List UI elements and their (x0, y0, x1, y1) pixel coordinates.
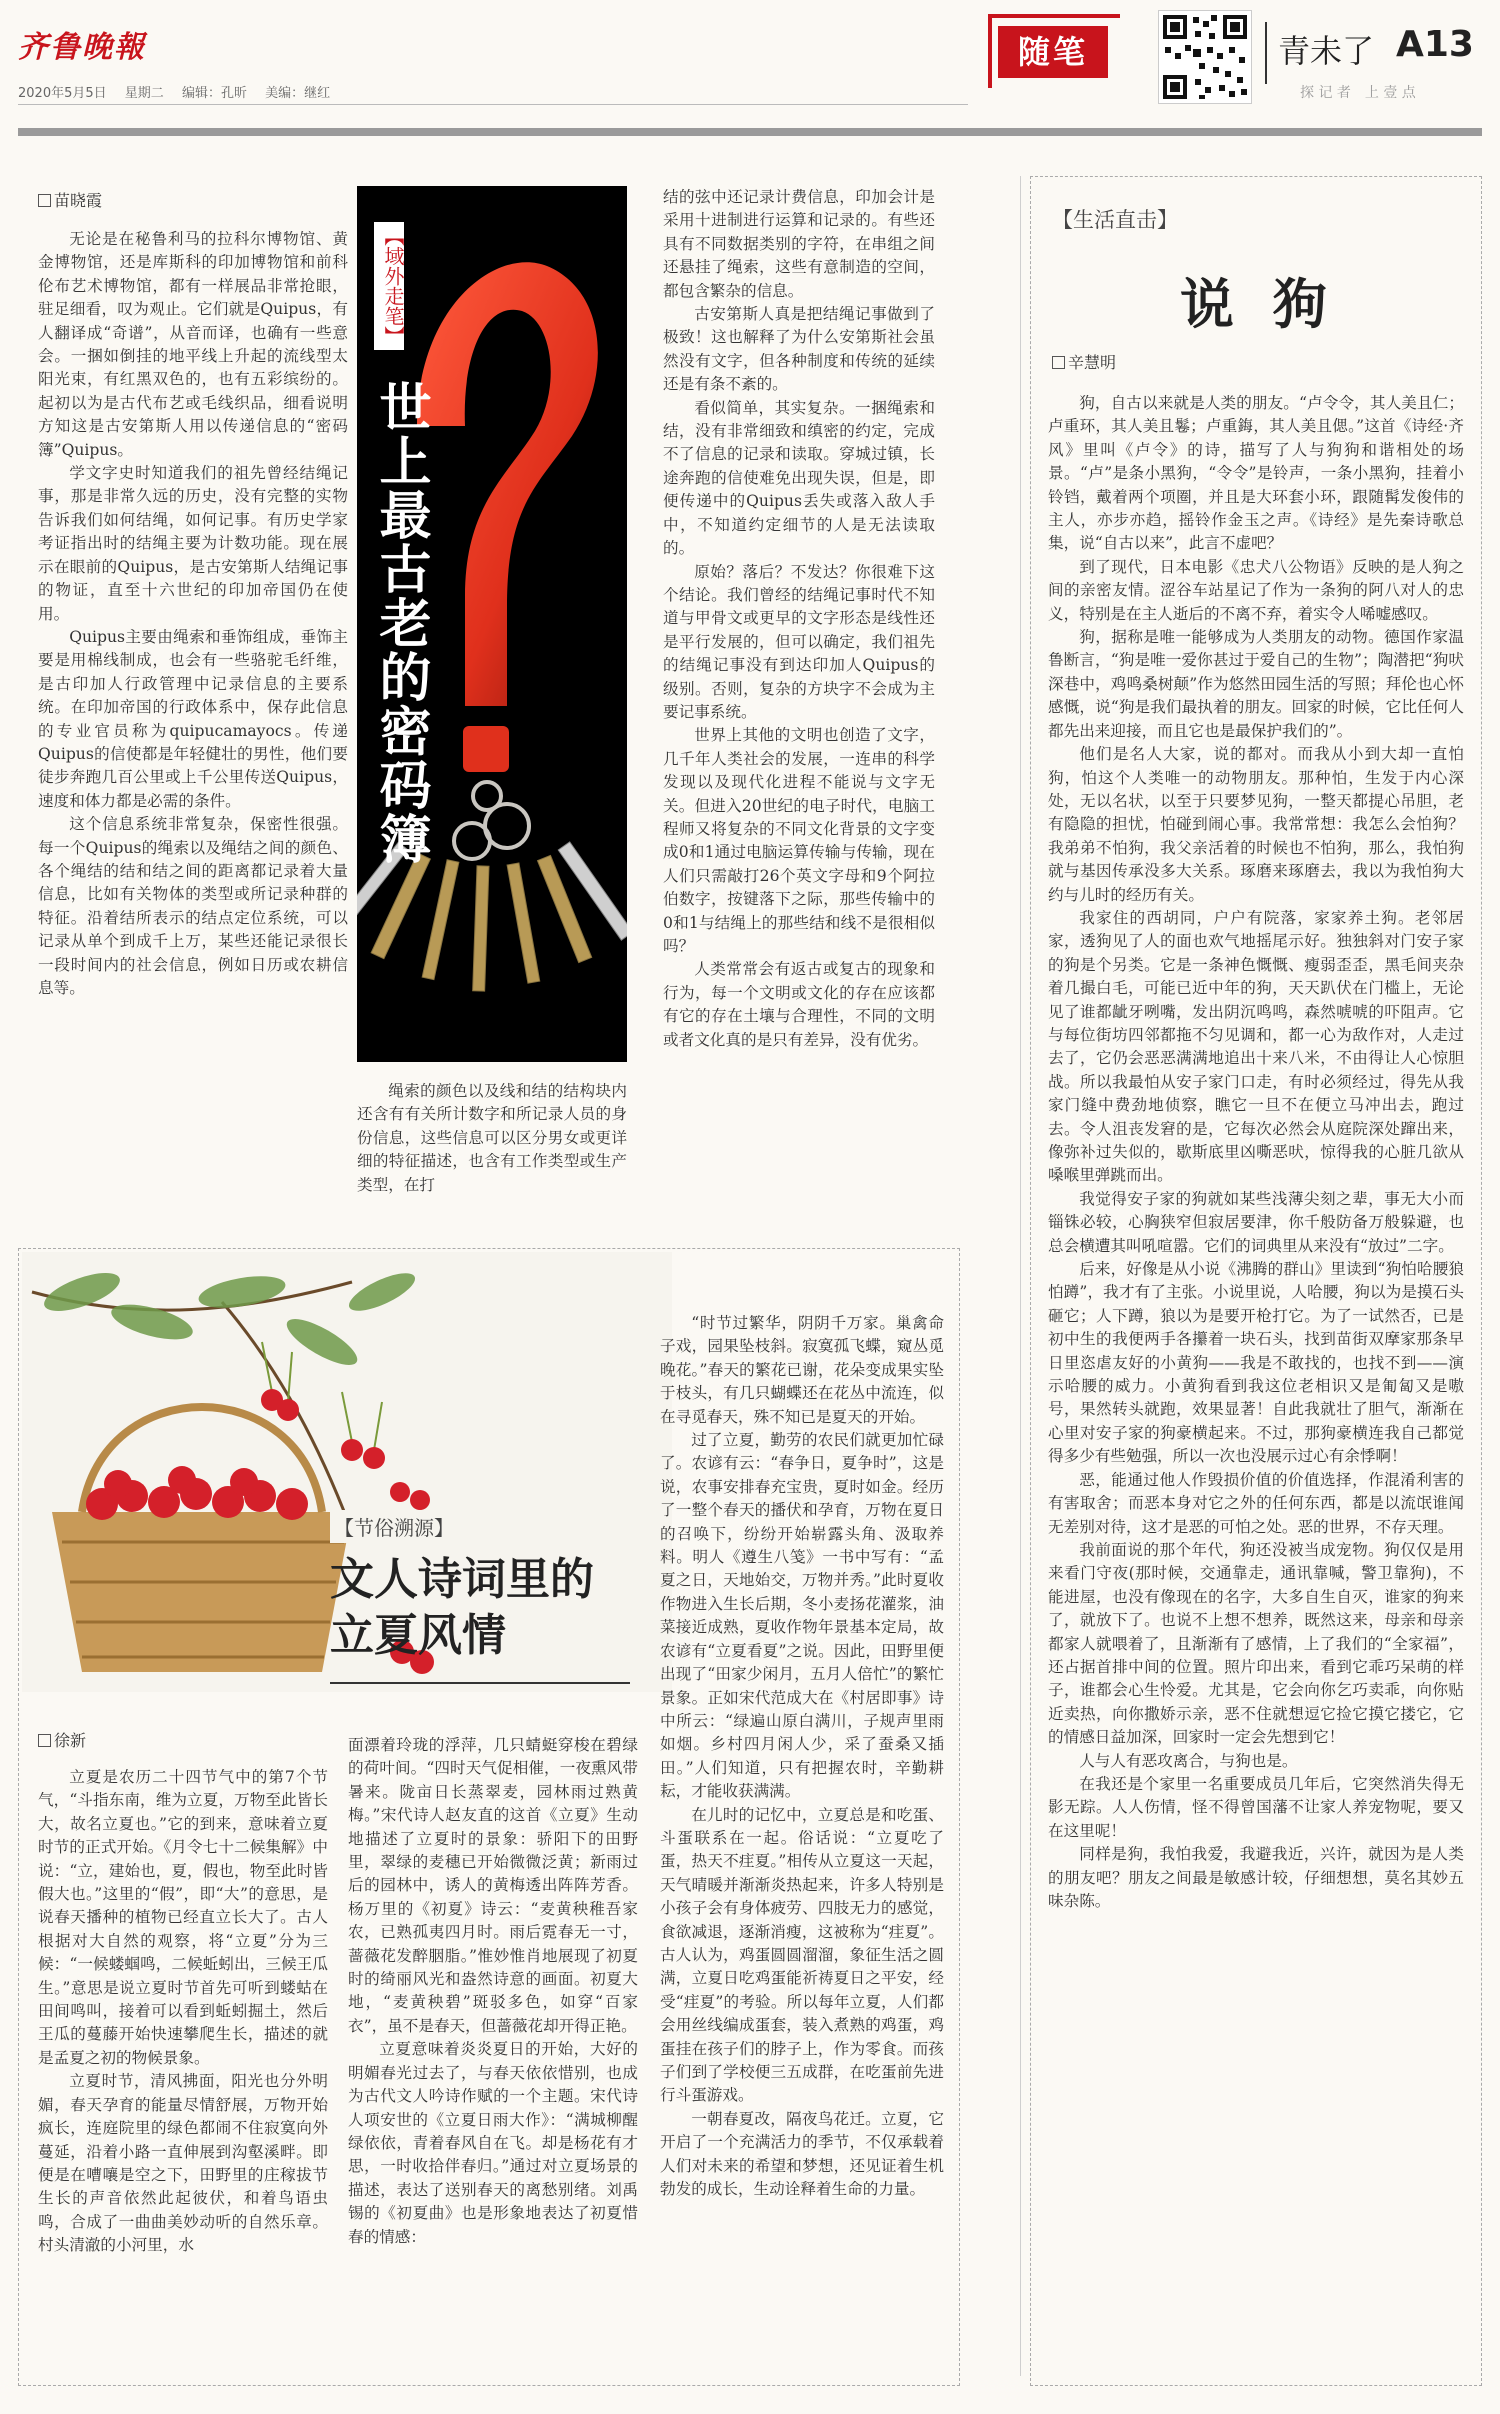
article2-byline (1052, 350, 1116, 373)
qr-code (1158, 10, 1252, 104)
masthead: 齐鲁晚報 (18, 30, 146, 65)
page-number: A13 (1396, 24, 1474, 65)
header-divider (1265, 22, 1267, 84)
article3-author: 徐新 (54, 1731, 87, 1750)
article1-author: 苗晓霞 (54, 191, 103, 210)
paragraph: 我前面说的那个年代，狗还没被当成宠物。狗仅仅是用来看门守夜(那时候，交通靠走，通讯靠喊，警卫靠狗)，不能进屋，也没有像现在的名字，大多自生自灭，谁家的狗来了，就放下了。也说不上想不想养，既然这来，母亲和母亲都家人就喂着了，且渐渐有了感情，上了我们的“全家福”，还占据首排中间的位置。照片印出来，看到它乖巧呆萌的样子，谁都会心生怜爱。尤其是，它会向你乞巧卖乖，向你贴近卖热，向你撒娇示亲，恶不住就想逗它捡它摸它搂它，它的情感日益加深，回家时一定会先想到它！ (1048, 1540, 1464, 1747)
paragraph: 同样是狗，我怕我爱，我避我近，兴许，就因为是人类的朋友吧？朋友之间最是敏感计较，仔细想想，莫名其妙五味杂陈。 (1048, 1845, 1464, 1910)
paragraph: 无论是在秘鲁利马的拉科尔博物馆、黄金博物馆，还是库斯科的印加博物馆和前科伦布艺术博物馆，都有一样展品非常抢眼，驻足细看，叹为观止。它们就是Quipus，有人翻译成“奇谱”，从音而译，也确有一些意会。一捆如倒挂的地平线上升起的流线型太阳光束，有红黑双色的，也有五彩缤纷的。起初以为是古代布艺或毛线织品，细看说明方知这是古安第斯人用以传递信息的“密码簿”Quipus。 (38, 230, 348, 459)
paragraph: Quipus主要由绳索和垂饰组成，垂饰主要是用棉线制成，也会有一些骆驼毛纤维，是古印加人行政管理中记录信息的主要系统。在印加帝国的行政体系中，保存此信息的专业官员称为quipucamayocs。传递Quipus的信使都是年轻健壮的男性，他们要徒步奔跑几百公里或上千公里传送Quipus，速度和体力都是必需的条件。 (38, 627, 348, 810)
paragraph: 后来，好像是从小说《沸腾的群山》里读到“狗怕哈腰狼怕蹲”，我才有了主张。小说里说，人哈腰，狗以为是摸石头砸它；人下蹲，狼以为是要开枪打它。为了一试然否，已是初中生的我便两手各攥着一块石头，找到苗街双摩家那条早日里恣虐友好的小黄狗——我是不敢找的，也找不到——演示哈腰的威力。小黄狗看到我这位老相识又是匍匐又是嗷号，果然转头就跑，效果显著！自此我就壮了胆气，渐渐在心里对安子家的狗豪横起来。不过，那狗豪横连我自己都觉得多少有些勉强，所以一次也没展示过心有余悸啊！ (1048, 1260, 1464, 1466)
paragraph: 他们是名人大家，说的都对。而我从小到大却一直怕狗，怕这个人类唯一的动物朋友。那种怕，生发于内心深处，无以名状，以至于只要梦见狗，一整天都提心吊胆，老有隐隐的担忧，怕碰到闹心事。我常常想：我怎么会怕狗？我弟弟不怕狗，我父亲活着的时候也不怕狗，那么，我怕狗就与基因传承没多大关系。琢磨来琢磨去，我以为我怕狗大约与儿时的经历有关。 (1048, 745, 1464, 904)
article2-column-tag: 【生活直击】 (1052, 208, 1178, 232)
paragraph: 过了立夏，勤劳的农民们就更加忙碌了。农谚有云：“春争日，夏争时”，这是说，农事安排春充宝贵，夏时如金。经历了一整个春天的播伏和孕育，万物在夏日的召唤下，纷纷开始崭露头角、汲取养料。明人《遵生八笺》一书中写有：“孟夏之日，天地始交，万物并秀。”此时夏收作物进入生长后期，冬小麦扬花灌浆，油菜接近成熟，夏收作物年景基本定局，故农谚有“立夏看夏”之说。因此，田野里便出现了“田家少闲月，五月人倍忙”的繁忙景象。正如宋代范成大在《村居即事》诗中所云：“绿遍山原白满川，子规声里雨如烟。乡村四月闲人少，采了蚕桑又插田。”人们知道，只有把握农时，辛勤耕耘，才能收获满满。 (660, 1431, 944, 1801)
paragraph: 立夏是农历二十四节气中的第7个节气，“斗指东南，维为立夏，万物至此皆长大，故名立夏也。”它的到来，意味着立夏时节的正式开始。《月令七十二候集解》中说：“立，建始也，夏，假也，物至此时皆假大也。”这里的“假”，即“大”的意思，是说春天播种的植物已经直立长大了。古人根据对大自然的观察，将“立夏”分为三候：“一候蝼蝈鸣，二候蚯蚓出，三候王瓜生。”意思是说立夏时节首先可听到蝼蛄在田间鸣叫，接着可以看到蚯蚓掘土，然后王瓜的蔓藤开始快速攀爬生长，描述的就是孟夏之初的物候景象。 (38, 1768, 328, 2067)
article2-author: 辛慧明 (1068, 353, 1117, 372)
paragraph: 恶，能通过他人作毁损价值的价值选择，作混淆利害的有害取舍；而恶本身对它之外的任何东西，都是以流氓谁闻无差别对待，这才是恶的可怕之处。恶的世界，不存天理。 (1048, 1470, 1464, 1536)
issue-info (18, 82, 330, 101)
issue-date: 2020年5月5日 (18, 86, 107, 101)
header-rule-left (18, 104, 968, 105)
byline-box-icon (38, 1734, 51, 1747)
paragraph: 到了现代，日本电影《忠犬八公物语》反映的是人狗之间的亲密友情。涩谷车站星记了作为一条狗的阿八对人的忠义，特别是在主人逝后的不离不弃，着实令人唏嘘感叹。 (1048, 557, 1464, 623)
paragraph: 这个信息系统非常复杂，保密性很强。每一个Quipus的绳索以及绳结之间的颜色、各个绳结的结和结之间的距离都记录着大量信息，比如有关物体的类型或所记录种群的特征。沿着结所表示的结点定位系统，可以记录从单个到成千上万，某些还能记录很长一段时间内的社会信息，例如日历或农耕信息等。 (38, 815, 348, 997)
byline-box-icon (1052, 356, 1065, 369)
paragraph: 绳索的颜色以及线和结的结构块内还含有有关所计数字和所记录人员的身份信息，这些信息可以区分男女或更详细的特征描述，也含有工作类型或生产类型，在打 (357, 1082, 627, 1194)
paragraph: 在儿时的记忆中，立夏总是和吃蛋、斗蛋联系在一起。俗话说：“立夏吃了蛋，热天不疰夏。”相传从立夏这一天起，天气晴暖并渐渐炎热起来，许多人特别是小孩子会有身体疲劳、四肢无力的感觉，食欲减退，逐渐消瘦，这被称为“疰夏”。古人认为，鸡蛋圆圆溜溜，象征生活之圆满，立夏日吃鸡蛋能祈祷夏日之平安，经受“疰夏”的考验。所以每年立夏，人们都会用丝线编成蛋套，装入煮熟的鸡蛋，鸡蛋挂在孩子们的脖子上，作为零食。而孩子们到了学校便三五成群，在吃蛋前先进行斗蛋游戏。 (660, 1805, 944, 2105)
byline-box-icon (38, 194, 51, 207)
article3-title-rule (330, 1682, 630, 1684)
section-label: 随笔 (998, 26, 1108, 78)
article1-col1 (38, 228, 348, 1200)
paragraph: 人与人有恶攻离合，与狗也是。 (1079, 1751, 1298, 1770)
article1-col3 (663, 186, 935, 1204)
paragraph: 狗，据称是唯一能够成为人类朋友的动物。德国作家温鲁断言，“狗是唯一爱你甚过于爱自己的生物”；陶潜把“狗吠深巷中，鸡鸣桑树颠”作为悠然田园生活的写照；拜伦也心怀感慨，说“狗是我们最执着的朋友。回家的时候，它比任何人都先出来迎接，而且它也是最保护我们的”。 (1048, 628, 1464, 740)
paragraph: 结的弦中还记录计费信息，印加会计是采用十进制进行运算和记录的。有些还具有不同数据类别的字符，在串组之间还悬挂了绳索，这些有意制造的空间，都包含繁杂的信息。 (663, 188, 935, 300)
paragraph: 世界上其他的文明也创造了文字，几千年人类社会的发展，一连串的科学发现以及现代化进程不能说与文字无关。但进入20世纪的电子时代，电脑工程师又将复杂的不同文化背景的文字变成0和1通过电脑运算传输与传输，现在人们只需敲打26个英文字母和9个阿拉伯数字，按键落下之际，那些传输中的0和1与结绳上的那些结和线不是很相似吗？ (663, 726, 935, 955)
issue-editor: 编辑：孔昕 (181, 86, 247, 101)
paragraph: 原始？落后？不发达？你很难下这个结论。我们曾经的结绳记事时代不知道与甲骨文或更早的文字形态是线性还是平行发展的，但可以确定，我们祖先的结绳记事没有到达印加人Quipus的级别。否则，复杂的方块字不会成为主要记事系统。 (663, 562, 935, 721)
article1-column-tag: 【域外走笔】 (374, 222, 404, 350)
article3-column-tag: 【节俗溯源】 (330, 1510, 458, 1543)
paragraph: 立夏时节，清风拂面，阳光也分外明媚，春天孕育的能量尽情舒展，万物开始疯长，连庭院里的绿色都闹不住寂寞向外蔓延，沿着小路一直伸展到沟壑溪畔。即便是在嘈嚷是空之下，田野里的庄稼拔节生长的声音依然此起彼伏，和着鸟语虫鸣，合成了一曲曲美妙动听的自然乐章。村头清澈的小河里，水 (38, 2072, 328, 2255)
paragraph: 学文字史时知道我们的祖先曾经结绳记事，那是非常久远的历史，没有完整的实物告诉我们如何结绳，如何记事。有历史学家考证指出时的结绳主要为计数功能。现在展示在眼前的Quipus，是古安第斯人结绳记事的物证，直至十六世纪的印加帝国仍在使用。 (38, 464, 348, 623)
paragraph: 立夏意味着炎炎夏日的开始，大好的明媚春光过去了，与春天依依惜别，也成为古代文人吟诗作赋的一个主题。宋代诗人项安世的《立夏日雨大作》：“满城柳醒绿依依，青着春风自在飞。却是杨花有才思，一时收拾伴春归。”通过对立夏场景的描述，表达了送别春天的离愁别绪。刘禹锡的《初夏曲》也是形象地表达了初夏惜春的情感： (348, 2040, 638, 2246)
article3-col2 (348, 1734, 638, 2370)
article3-title (330, 1552, 594, 1664)
article2-body (1048, 392, 1464, 2378)
article2-title: 说 狗 (1180, 273, 1337, 336)
paragraph: 人类常常会有返古或复古的现象和行为，每一个文明或文化的存在应该都有它的存在土壤与合理性，不同的文明或者文化真的是只有差异，没有优劣。 (663, 960, 935, 1049)
header-slogan: 探 记 者 上 壹 点 (1300, 85, 1416, 101)
paragraph: 我家住的西胡同，户户有院落，家家养土狗。老邻居家，透狗见了人的面也欢气地摇尾示好。独独斜对门安子家的狗是个另类。它是一条神色慨慨、瘦弱歪歪，黑毛间夹杂着几撮白毛，可能已近中年的狗，天天趴伏在门槛上，无论见了谁都龇牙咧嘴，发出阴沉鸣鸣，森然唬唬的吓阻声。它与每位街坊四邻都拖不匀见调和，都一心为敌作对，人走过去了，它仍会恶恶满满地追出十来八米，不由得让人心惊胆战。所以我最怕从安子家门口走，有时必须经过，得先从我家门缝中费劲地侦察，瞧它一旦不在便立马冲出去，跑过去。令人沮丧发窘的是，它每次必然会从庭院深处蹿出来，像弥补过失似的，歇斯底里凶嘶恶吠，惊得我的心脏几欲从嗓喉里弹跳而出。 (1048, 908, 1464, 1185)
paragraph: 我觉得安子家的狗就如某些浅薄尖刻之辈，事无大小而锱铢必较，心胸狭窄但寂居要津，你千般防备万般躲避，也总会横遭其叫吼喧嚣。它们的词典里从来没有“放过”二字。 (1048, 1189, 1464, 1255)
top-rule-band (18, 128, 1482, 136)
paragraph: 面漂着玲珑的浮萍，几只蜻蜓穿梭在碧绿的荷叶间。“四时天气促相催，一夜熏风带暑来。陇亩日长蒸翠麦，园林雨过熟黄梅。”宋代诗人赵友直的这首《立夏》生动地描述了立夏时的景象：骄阳下的田野里，翠绿的麦穗已开始微微泛黄；新雨过后的园林中，诱人的黄梅透出阵阵芳香。杨万里的《初夏》诗云：“麦黄秧稚吾家农，已熟孤夷四月时。雨后霓春无一寸，蔷薇花发醉胭脂。”惟妙惟肖地展现了初夏时的绮丽风光和盎然诗意的画面。初夏大地，“麦黄秧碧”斑驳多色，如穿“百家衣”，虽不是春天，但蔷薇花却开得正艳。 (348, 1736, 638, 2035)
article3-title-line2: 立夏风情 (330, 1610, 506, 1661)
article1-title: 世上最古老的密码簿 (370, 380, 430, 866)
article3-title-line1: 文人诗词里的 (330, 1554, 594, 1605)
article3-col1 (38, 1766, 328, 2370)
column-divider (1020, 176, 1021, 2376)
paragraph: 狗，自古以来就是人类的朋友。“卢令令，其人美且仁；卢重环，其人美且鬈；卢重鋂，其人美且偲。”这首《诗经·齐风》里叫《卢令》的诗，描写了人与狗狗和谐相处的场景。“卢”是条小黑狗，“令令”是铃声，一条小黑狗，挂着小铃铛，戴着两个项圈，并且是大环套小环，跟随髯发俊伟的主人，亦步亦趋，摇铃作金玉之声。《诗经》是先秦诗歌总集，说“自古以来”，此言不虚吧？ (1048, 394, 1464, 553)
paragraph: 一朝春夏改，隔夜鸟花迁。立夏，它开启了一个充满活力的季节，不仅承载着人们对未来的希望和梦想，还见证着生机勃发的成长，生动诠释着生命的力量。 (660, 2109, 944, 2199)
article3-byline (38, 1728, 86, 1751)
paragraph: 看似简单，其实复杂。一捆绳索和结，没有非常细致和缜密的约定，完成不了信息的记录和读取。穿城过镇，长途奔跑的信使难免出现失误，但是，即便传递中的Quipus丢失或落入敌人手中，不知道约定细节的人是无法读取的。 (663, 398, 935, 558)
issue-weekday: 星期二 (124, 86, 164, 101)
article1-byline (38, 188, 102, 211)
paragraph: “时节过繁华，阴阴千万家。巢禽命子戏，园果坠枝斜。寂寞孤飞蝶，窥丛觅晚花。”春天的繁花已谢，花朵变成果实坠于枝头，有几只蝴蝶还在花丛中流连，似在寻觅春天，殊不知已是夏天的开始。 (660, 1314, 944, 1426)
paragraph: 在我还是个家里一名重要成员几年后，它突然消失得无影无踪。人人伤情，怪不得曾国藩不让家人养宠物呢，要又在这里呢！ (1048, 1774, 1464, 1840)
page-name: 青未了 (1278, 32, 1375, 70)
article3-col3 (660, 1312, 944, 2370)
article1-col2 (357, 1080, 627, 1210)
issue-designer: 美编：继红 (265, 86, 331, 101)
paragraph: 古安第斯人真是把结绳记事做到了极致！这也解释了为什么安第斯社会虽然没有文字，但各种制度和传统的延续还是有条不紊的。 (663, 305, 935, 394)
